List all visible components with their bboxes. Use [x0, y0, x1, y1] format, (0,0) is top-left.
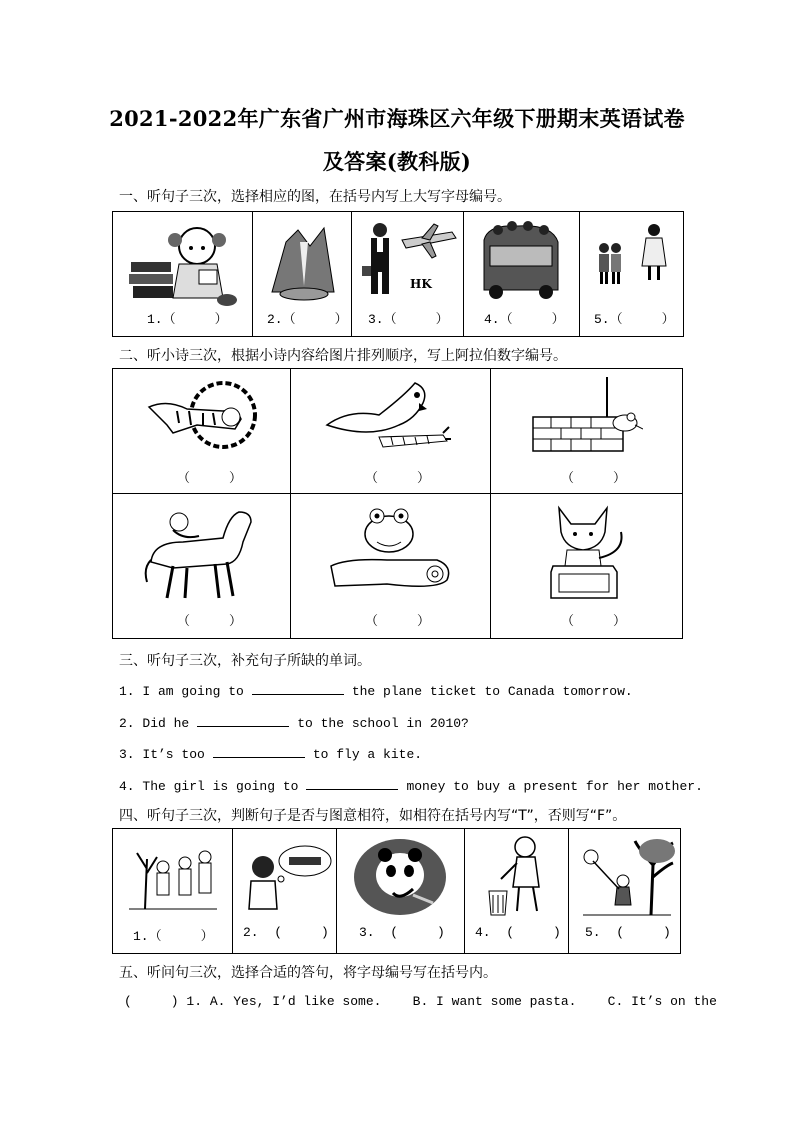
- fill-sentence-3: 3. It’s too to fly a kite.: [119, 747, 423, 762]
- section5-question-1[interactable]: ( ) 1. A. Yes, I’d like some. B. I want some pasta. C. It’s on the: [124, 994, 717, 1009]
- boy-catching-butterfly-icon: [579, 835, 675, 919]
- section1-cell-4: [464, 212, 580, 337]
- fill-blank-2[interactable]: [197, 714, 289, 727]
- mouse-on-wall-icon: [531, 377, 643, 457]
- section2-answer-1[interactable]: （ ）: [177, 471, 243, 486]
- panda-eating-bamboo-icon: [353, 837, 447, 917]
- fill-sentence-1: 1. I am going to the plane ticket to Canada tomorrow.: [119, 684, 633, 699]
- section4-answer-2[interactable]: 2. ( ): [243, 925, 329, 940]
- section2-answer-6[interactable]: （ ）: [561, 614, 627, 629]
- fill-blank-1[interactable]: [252, 682, 344, 695]
- fill-sentence-2: 2. Did he to the school in 2010?: [119, 716, 469, 731]
- section4-cell-3: [337, 829, 465, 954]
- section3-heading: 三、听句子三次，补充句子所缺的单词。: [119, 653, 371, 669]
- boy-thinking-train-icon: [241, 843, 333, 913]
- section4-cell-5: [569, 829, 681, 954]
- frog-on-log-icon: [327, 504, 455, 594]
- section1-answer-1[interactable]: 1.（ ）: [147, 312, 228, 327]
- section1-heading: 一、听句子三次，选择相应的图，在括号内写上大写字母编号。: [119, 189, 511, 205]
- section2-heading: 二、听小诗三次，根据小诗内容给图片排列顺序，写上阿拉伯数字编号。: [119, 348, 567, 364]
- section2-cell-4: [113, 494, 291, 639]
- fill-blank-4[interactable]: [306, 777, 398, 790]
- section1-cell-1: [113, 212, 253, 337]
- section2-cell-3: [491, 369, 683, 494]
- section1-answer-3[interactable]: 3.（ ）: [368, 312, 449, 327]
- hk-caption: HK: [410, 277, 432, 291]
- section1-picture-table: [112, 211, 684, 337]
- fill-sentence-4: 4. The girl is going to money to buy a present for her mother.: [119, 779, 703, 794]
- section1-cell-5: [580, 212, 684, 337]
- section1-answer-4[interactable]: 4.（ ）: [484, 312, 565, 327]
- girl-throwing-rubbish-icon: [481, 835, 553, 919]
- section2-cell-1: [113, 369, 291, 494]
- section4-cell-2: [233, 829, 337, 954]
- tiger-jumping-ring-icon: [147, 375, 257, 455]
- mountain-waterfall-icon: [268, 222, 338, 302]
- section4-answer-5[interactable]: 5. ( ): [585, 925, 671, 940]
- section2-cell-5: [291, 494, 491, 639]
- section2-answer-4[interactable]: （ ）: [177, 614, 243, 629]
- section1-answer-5[interactable]: 5.（ ）: [594, 312, 675, 327]
- section1-cell-2: [253, 212, 352, 337]
- section4-answer-1[interactable]: 1.（ ）: [133, 929, 214, 944]
- section2-picture-table: [112, 368, 683, 639]
- girl-reading-books-icon: [127, 220, 239, 308]
- section2-answer-2[interactable]: （ ）: [365, 471, 431, 486]
- section4-cell-4: [465, 829, 569, 954]
- section4-cell-1: [113, 829, 233, 954]
- crowded-bus-icon: [478, 220, 564, 304]
- monkey-riding-horse-icon: [143, 502, 253, 602]
- fox-on-box-icon: [541, 502, 633, 602]
- section2-answer-5[interactable]: （ ）: [365, 614, 431, 629]
- section4-answer-4[interactable]: 4. ( ): [475, 925, 561, 940]
- title-line-1: 2021-2022年广东省广州市海珠区六年级下册期末英语试卷: [109, 106, 685, 131]
- parrot-carrot-icon: [319, 375, 451, 459]
- section2-cell-6: [491, 494, 683, 639]
- fill-blank-3[interactable]: [213, 745, 305, 758]
- section2-cell-2: [291, 369, 491, 494]
- teacher-students-icon: [592, 222, 672, 292]
- section4-answer-3[interactable]: 3. ( ): [359, 925, 445, 940]
- section4-picture-table: [112, 828, 681, 954]
- section4-heading: 四、听句子三次，判断句子是否与图意相符，如相符在括号内写“T”，否则写“F”。: [119, 808, 627, 824]
- title-line-2: 及答案(教科版): [322, 149, 472, 174]
- children-planting-trees-icon: [125, 839, 221, 919]
- section5-heading: 五、听问句三次，选择合适的答句，将字母编号写在括号内。: [119, 965, 497, 981]
- section1-answer-2[interactable]: 2.（ ）: [267, 312, 348, 327]
- businessman-airplane-icon: [362, 218, 458, 304]
- section1-cell-3: [352, 212, 464, 337]
- section2-answer-3[interactable]: （ ）: [561, 471, 627, 486]
